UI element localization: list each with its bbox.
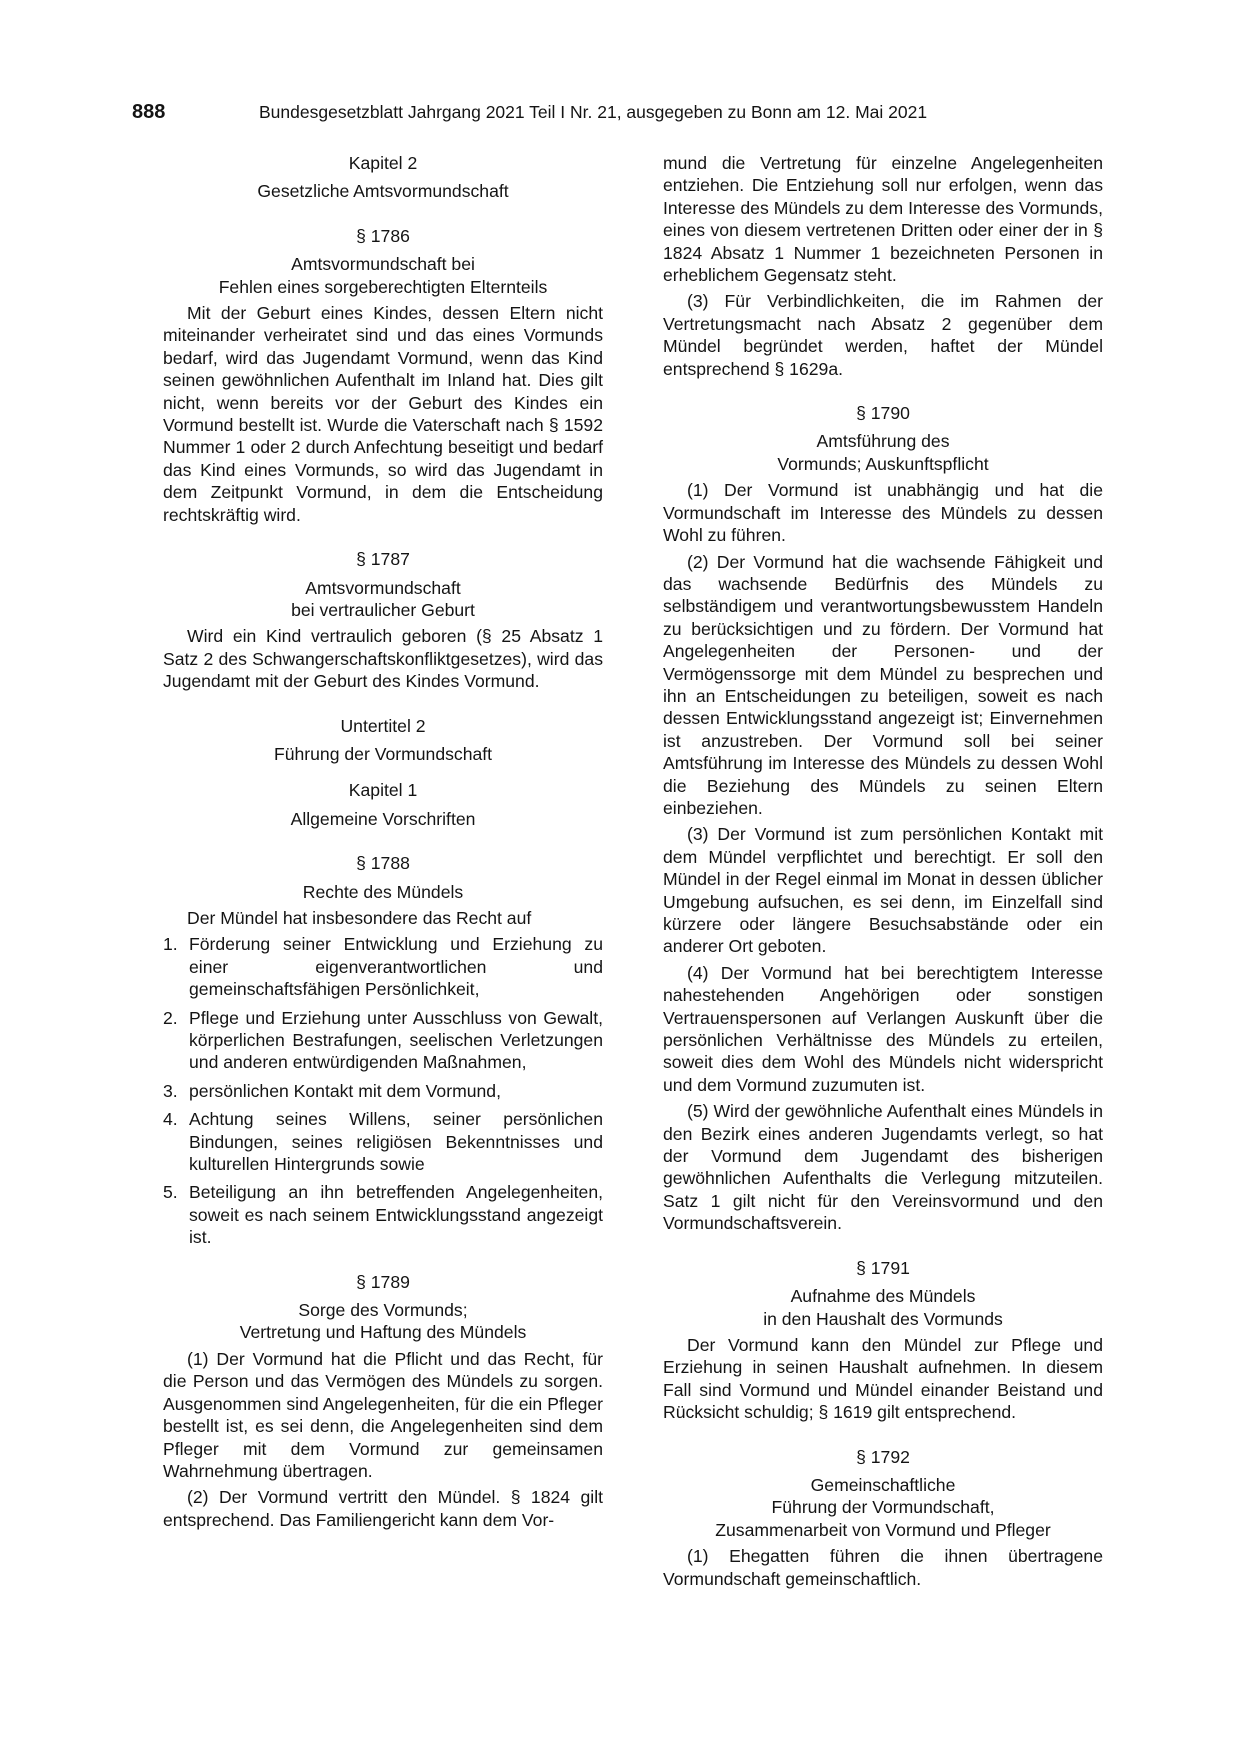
section-number: § 1791 [856,1257,910,1278]
section-number: § 1787 [356,549,410,570]
paragraph: (3) Für Verbindlichkeiten, die im Rahmen der Vertretungsmacht nach Absatz 2 gegenüber dem Mündel begründet werden, haftet der Mündel entsprechend § 1629a. [663,291,1103,379]
list-item-text: Pflege und Erziehung unter Ausschluss von Gewalt, körperlichen Bestrafungen, seelischen Verletzungen und anderen entwürdigenden Maßnahmen, [189,1007,603,1073]
right-column [663,152,1103,1590]
paragraph: (1) Der Vormund hat die Pflicht und das Recht, für die Person und das Vermögen des Mündels zu sorgen. Ausgenommen sind Angelegenheiten, für die ein Pfleger bestellt ist, es sei denn, die Angelegenheiten sind dem Pfleger mit dem Vormund zur gemeinsamen Wahrnehmung übertragen. [163,1348,603,1481]
list-item [163,1108,603,1175]
running-title: Bundesgesetzblatt Jahrgang 2021 Teil I Nr. 21, ausgegeben zu Bonn am 12. Mai 2021 [259,102,928,122]
section-number: § 1792 [856,1446,910,1467]
section-title-line: Sorge des Vormunds; [298,1300,468,1321]
list-item-text: persönlichen Kontakt mit dem Vormund, [189,1080,501,1101]
section-title-line: in den Haushalt des Vormunds [763,1308,1003,1329]
section-title-line: Gemeinschaftliche [810,1474,956,1495]
chapter-title: Gesetzliche Amtsvormundschaft [257,181,509,202]
page-header [132,101,1122,127]
list-item-number: 2. [163,1007,178,1028]
paragraph: Der Vormund kann den Mündel zur Pflege und Erziehung in seinen Haushalt aufnehmen. In diesem Fall sind Vormund und Mündel einander Beistand und Rücksicht schuldig; § 1619 gilt entsprechend. [663,1334,1103,1423]
section-title-line: Fehlen eines sorgeberechtigten Elternteils [218,276,548,297]
section-title-line: Vertretung und Haftung des Mündels [239,1322,527,1343]
section-title-line: Vormunds; Auskunftspflicht [777,453,989,474]
paragraph: (4) Der Vormund hat bei berechtigtem Interesse nahestehenden Angehörigen oder sonstigen Vertrauenspersonen auf Verlangen Auskunft über die persönlichen Verhältnisse des Mündels zu erteilen, soweit dies dem Wohl des Mündels nicht widerspricht und dem Vormund zuzumuten ist. [663,962,1103,1095]
section-number: § 1786 [356,225,410,246]
page-number: 888 [132,101,166,123]
section-title-line: Zusammenarbeit von Vormund und Pfleger [715,1519,1051,1540]
subtitle-title: Führung der Vormundschaft [273,743,493,764]
section-title-line: Amtsführung des [816,431,950,452]
paragraph: (2) Der Vormund hat die wachsende Fähigkeit und das wachsende Bedürfnis des Mündels zu selbständigem und verantwortungsbewusstem Handeln zu berücksichtigen und zu fördern. Der Vormund hat Angelegenheiten der Personen- und der Vermögenssorge mit dem Mündel zu besprechen und ihn an Entscheidungen zu beteiligen, soweit es nach dessen Entwicklungsstand angezeigt ist; Einvernehmen ist anzustreben. Der Vormund soll bei seiner Amtsführung im Interesse des Mündels zu dessen Wohl die Beziehung des Mündels zu seinen Eltern einbeziehen. [663,551,1103,818]
list-item [163,1080,603,1102]
section-number: § 1790 [856,403,910,424]
section-title-line: bei vertraulicher Geburt [291,599,475,620]
paragraph: (2) Der Vormund vertritt den Mündel. § 1824 gilt entsprechend. Das Familiengericht kann dem Vor- [163,1487,603,1530]
paragraph: (1) Ehegatten führen die ihnen übertragene Vormundschaft gemeinschaftlich. [663,1546,1103,1589]
paragraph: (1) Der Vormund ist unabhängig und hat die Vormundschaft im Interesse des Mündels zu dessen Wohl zu führen. [663,480,1103,546]
paragraph: (5) Wird der gewöhnliche Aufenthalt eines Mündels in den Bezirk eines anderen Jugendamts verlegt, so hat der Vormund dem Jugendamt des bisherigen gewöhnlichen Aufenthalts die Verlegung mitzuteilen. Satz 1 gilt nicht für den Vereinsvormund und den Vormundschaftsverein. [663,1101,1103,1234]
list-item-number: 4. [163,1109,178,1130]
chapter-title: Allgemeine Vorschriften [290,808,476,829]
section-title-line: Amtsvormundschaft [305,577,461,598]
section-number: § 1788 [356,853,410,874]
section-title-line: Aufnahme des Mündels [790,1286,976,1307]
section-title-line: Amtsvormundschaft bei [291,254,475,275]
list-item-text: Förderung seiner Entwicklung und Erziehung zu einer eigenverantwortlichen und gemeinschaftsfähigen Persönlichkeit, [189,934,603,1000]
list-item-text: Beteiligung an ihn betreffenden Angelegenheiten, soweit es nach seinem Entwicklungsstand angezeigt ist. [189,1182,603,1248]
list-item [163,933,603,1000]
paragraph: Der Mündel hat insbesondere das Recht auf [187,907,532,928]
list-item-number: 5. [163,1182,178,1203]
list-item-number: 1. [163,934,178,955]
paragraph: Wird ein Kind vertraulich geboren (§ 25 Absatz 1 Satz 2 des Schwangerschaftskonfliktgesetzes), wird das Jugendamt mit der Geburt des Kindes Vormund. [163,626,603,692]
list-item-number: 3. [163,1080,178,1101]
section-title-line: Führung der Vormundschaft, [771,1497,995,1518]
list-item [163,1181,603,1248]
section-title-line: Rechte des Mündels [302,881,464,902]
subtitle-label: Untertitel 2 [340,715,426,736]
paragraph-continuation: mund die Vertretung für einzelne Angelegenheiten entziehen. Die Entziehung soll nur erfolgen, wenn das Interesse des Mündels zu dem Interesse des Vormunds, eines von diesem vertretenen Dritten oder einer der in § 1824 Absatz 1 Nummer 1 bezeichneten Personen in erheblichem Gegensatz steht. [663,153,1103,286]
paragraph: Mit der Geburt eines Kindes, dessen Eltern nicht miteinander verheiratet sind und das eines Vormunds bedarf, wird das Jugendamt Vormund, wenn das Kind seinen gewöhnlichen Aufenthalt im Inland hat. Dies gilt nicht, wenn bereits vor der Geburt des Kindes ein Vormund bestellt ist. Wurde die Vaterschaft nach § 1592 Nummer 1 oder 2 durch Anfechtung beseitigt und bedarf das Kind eines Vormunds, so wird das Jugendamt in dem Zeitpunkt Vormund, in dem die Entscheidung rechtskräftig wird. [163,303,603,525]
left-column [163,152,603,1531]
chapter-label: Kapitel 2 [348,153,418,173]
list-item-text: Achtung seines Willens, seiner persönlichen Bindungen, seines religiösen Bekenntnisses und kulturellen Hintergrunds sowie [189,1109,603,1175]
chapter-label: Kapitel 1 [348,780,418,801]
section-number: § 1789 [356,1271,410,1292]
rights-list [163,933,603,1248]
paragraph: (3) Der Vormund ist zum persönlichen Kontakt mit dem Mündel verpflichtet und berechtigt. Er soll den Mündel in der Regel einmal im Monat in dessen üblicher Umgebung aufsuchen, es sei denn, im Einzelfall sind kürzere oder längere Besuchsabstände oder ein anderer Ort geboten. [663,824,1103,957]
list-item [163,1007,603,1074]
